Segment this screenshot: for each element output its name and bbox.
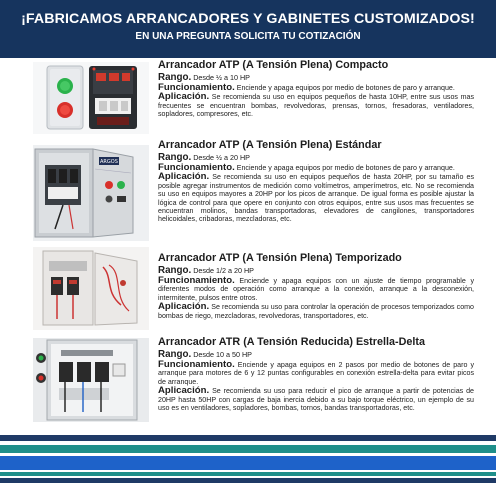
stripe-dark [0, 435, 496, 441]
product-application: Aplicación. Se recomienda su uso para controlar la operación de procesos temporizados como bombas de riego, mezcladoras, revolvedoras, transportadores, etc. [158, 301, 474, 320]
stripe-dark-bottom [0, 478, 496, 483]
product-photo-temporizado [33, 247, 149, 330]
compact-starter-image [33, 62, 149, 134]
header-banner [0, 0, 496, 58]
product-title: Arrancador ATP (A Tensión Plena) Estándar [158, 139, 382, 151]
product-range: Rango. Desde ½ a 20 HP [158, 152, 250, 163]
product-photo-estrella-delta [33, 338, 149, 422]
product-range: Rango. Desde 1/2 a 20 HP [158, 265, 254, 276]
product-title: Arrancador ATP (A Tensión Plena) Compacto [158, 59, 389, 71]
product-range: Rango. Desde 10 a 50 HP [158, 349, 252, 360]
product-function: Funcionamiento. Enciende y apaga equipos en 2 pasos por medio de botones de paro y arranque para motores de 6 y 12 puntas configurables en conexión estrella-delta para evitar picos de arranque. [158, 359, 474, 386]
product-function: Funcionamiento. Enciende y apaga equipos por medio de botones de paro y arranque. [158, 82, 455, 93]
brand-label: ARGOS [100, 159, 118, 165]
product-photo-estandar [33, 145, 149, 241]
product-info-estrella-delta [158, 336, 474, 412]
stripe-blue [0, 456, 496, 470]
timed-starter-image [33, 247, 149, 330]
product-info-compacto [158, 59, 474, 119]
star-delta-cabinet-image [33, 338, 149, 422]
standard-cabinet-image [33, 145, 149, 241]
product-application: Aplicación. Se recomienda su uso para reducir el pico de arranque a partir de potencias de 20HP hasta 50HP con cargas de baja inercia debido a su bajo torque eléctrico, un ejemplo de su uso es en ventiladores, sopladores, bombas, tornos, bandas transportadoras, etc. [158, 385, 474, 413]
product-title: Arrancador ATP (A Tensión Plena) Temporizado [158, 252, 402, 264]
product-application: Aplicación. Se recomienda su uso en equipos pequeños de hasta 10HP, entre sus usos mas frecuentes se encuentran bombas, revolvedoras, prensas, tornos, fresadoras, ventiladores, sopladores, compresores, etc. [158, 91, 474, 119]
page-title: ¡FABRICAMOS ARRANCADORES Y GABINETES CUSTOMIZADOS! [21, 11, 475, 27]
product-info-estandar [158, 139, 474, 224]
stripe-teal [0, 445, 496, 453]
product-range: Rango. Desde ½ a 10 HP [158, 72, 250, 83]
product-photo-compacto [33, 62, 149, 134]
stripe-teal-thin [0, 472, 496, 476]
page-subtitle: EN UNA PREGUNTA SOLICITA TU COTIZACIÓN [135, 31, 361, 42]
product-function: Funcionamiento. Enciende y apaga equipos con un ajuste de tiempo programable y diferentes modos de operación como arranque a la conexión, arranque a la desconexión, intermitente, pulsos entre otros. [158, 275, 474, 302]
product-title: Arrancador ATR (A Tensión Reducida) Estrella-Delta [158, 336, 425, 348]
product-application: Aplicación. Se recomienda su uso en equipos pequeños de hasta 20HP, por su tamaño es posible agregar instrumentos de medición como voltímetros, amperímetros, etc. No se recomienda su uso en equipos mayores a 20HP por los picos de arranque. De igual forma es posible ajustar la lógica de control para que opere en conjunto con otros equipos, entre sus usos mas frecuentes se encuentran molinos, bandas transportadoras, elevadores de cangilones, transportadores helicoidales, cribadoras, mezcladoras, etc. [158, 171, 474, 224]
product-function: Funcionamiento. Enciende y apaga equipos por medio de botones de paro y arranque. [158, 162, 455, 173]
product-info-temporizado [158, 252, 474, 320]
footer-stripes [0, 425, 496, 500]
